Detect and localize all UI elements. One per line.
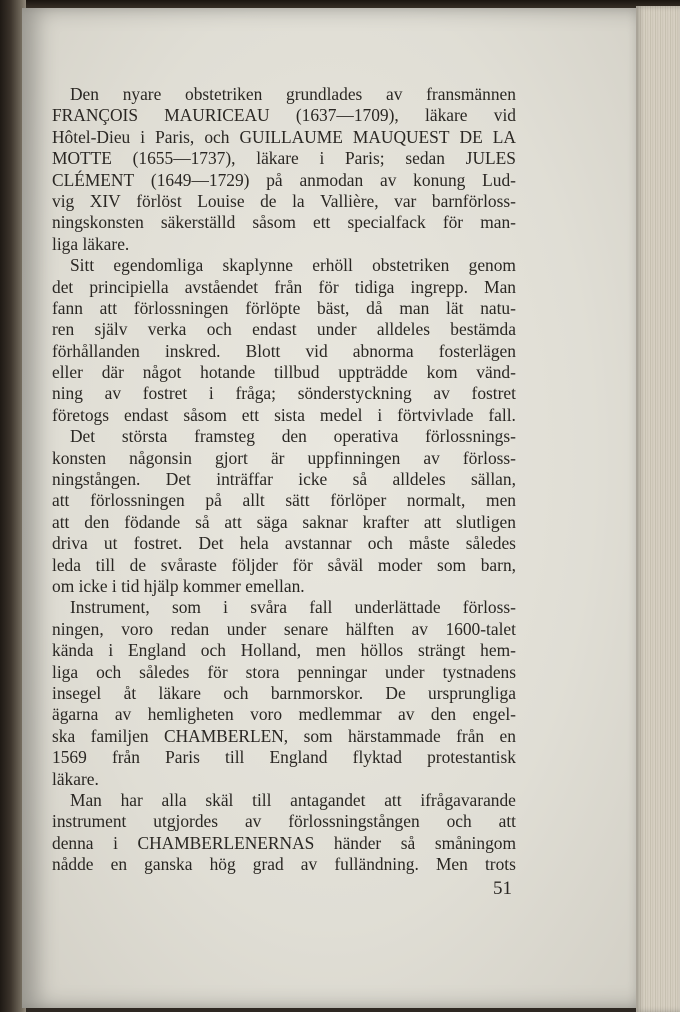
text-line: vig XIV förlöst Louise de la Vallière, var barnförloss- xyxy=(52,190,516,211)
text-line: konsten någonsin gjort är uppfinningen av förloss- xyxy=(52,447,516,468)
text-line: förhållanden inskred. Blott vid abnorma fosterlägen xyxy=(52,340,516,361)
text-line: ning av fostret i fråga; sönderstyckning av fostret xyxy=(52,383,516,404)
text-line: insegel åt läkare och barnmorskor. De ursprungliga xyxy=(52,682,516,703)
body-text xyxy=(52,84,516,875)
text-line: företogs endast såsom ett sista medel i förtvivlade fall. xyxy=(52,404,516,425)
text-line: ningskonsten säkerställd såsom ett specialfack för man- xyxy=(52,212,516,233)
text-line: om icke i tid hjälp kommer emellan. xyxy=(52,575,305,596)
text-line: MOTTE (1655—1737), läkare i Paris; sedan JULES xyxy=(52,148,516,169)
text-line: leda till de svåraste följder för såväl moder som barn, xyxy=(52,554,516,575)
text-line: driva ut fostret. Det hela avstannar och måste således xyxy=(52,533,516,554)
text-line: 1569 från Paris till England flyktad protestantisk xyxy=(52,747,516,768)
text-line: nådde en ganska hög grad av fulländning. Men trots xyxy=(52,854,516,875)
text-line: Sitt egendomliga skaplynne erhöll obstetriken genom xyxy=(70,255,516,276)
text-line: ningen, voro redan under senare hälften av 1600-talet xyxy=(52,618,516,639)
page-stack-edge xyxy=(636,6,680,1012)
text-line: Instrument, som i svåra fall underlättade förloss- xyxy=(70,597,516,618)
text-line: liga läkare. xyxy=(52,233,130,254)
text-line: ningstången. Det inträffar icke så alldeles sällan, xyxy=(52,469,516,490)
text-line: ägarna av hemligheten voro medlemmar av den engel- xyxy=(52,704,516,725)
text-line: FRANÇOIS MAURICEAU (1637—1709), läkare vid xyxy=(52,105,516,126)
text-line: liga och således för stora penningar under tystnadens xyxy=(52,661,516,682)
text-line: det principiella avståendet från för tidiga ingrepp. Man xyxy=(52,276,516,297)
text-line: Det största framsteg den operativa förlossnings- xyxy=(70,426,516,447)
text-line: fann att förlossningen förlöpte bäst, då man lät natu- xyxy=(52,297,516,318)
text-line: läkare. xyxy=(52,768,99,789)
text-line: instrument utgjordes av förlossningstången och att xyxy=(52,811,516,832)
text-line: ska familjen CHAMBERLEN, som härstammade från en xyxy=(52,725,516,746)
text-line: CLÉMENT (1649—1729) på anmodan av konung Lud- xyxy=(52,169,516,190)
text-line: att förlossningen på allt sätt förlöper normalt, men xyxy=(52,490,516,511)
text-line: eller där något hotande tillbud uppträdde kom vänd- xyxy=(52,362,516,383)
text-line: Den nyare obstetriken grundlades av fransmännen xyxy=(70,84,516,104)
text-line: ren själv verka och endast under alldeles bestämda xyxy=(52,319,516,340)
text-line: denna i CHAMBERLENERNAS händer så småningom xyxy=(52,832,516,853)
text-line: att den födande så att säga saknar krafter att slutligen xyxy=(52,511,516,532)
text-line: Man har alla skäl till antagandet att ifrågavarande xyxy=(70,789,516,810)
page-number: 51 xyxy=(493,878,512,899)
text-line: Hôtel-Dieu i Paris, och GUILLAUME MAUQUEST DE LA xyxy=(52,126,516,147)
text-line: kända i England och Holland, men höllos strängt hem- xyxy=(52,640,516,661)
